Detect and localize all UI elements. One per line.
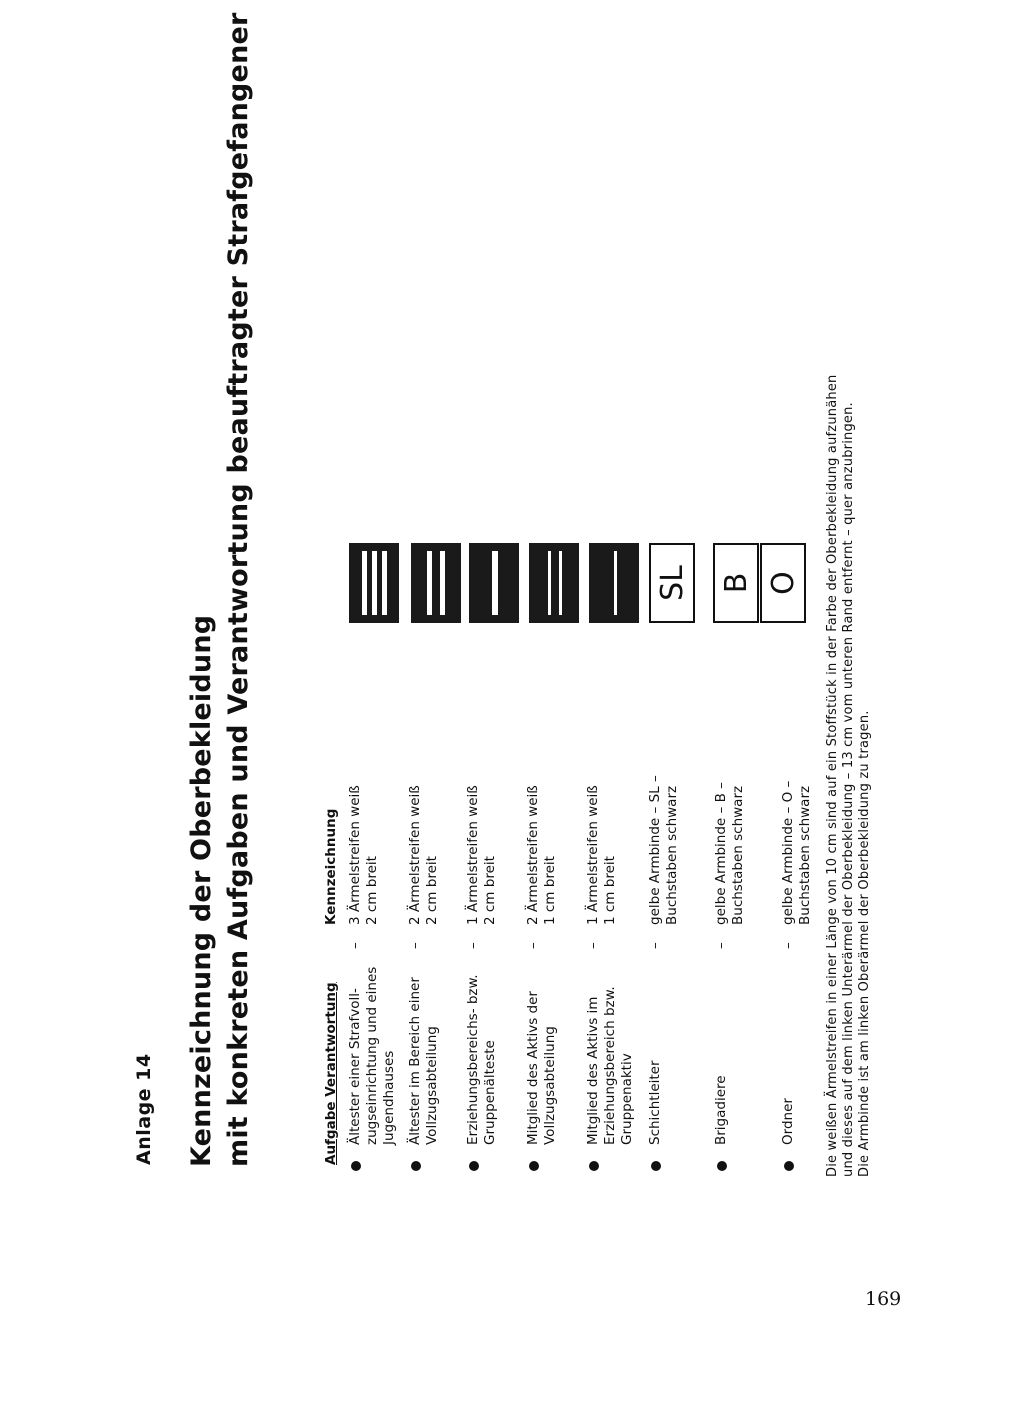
stripe [559, 551, 562, 615]
mark-text [407, 655, 441, 925]
mark-text [347, 655, 381, 925]
mark-text [585, 655, 619, 925]
bullet-icon [529, 1161, 539, 1171]
stripe [440, 551, 445, 615]
mark-line-1: gelbe Armbinde – B – [713, 782, 729, 925]
column-header-task: Aufgabe Verantwortung [323, 982, 339, 1165]
task-text: Erziehungsbereichs- bzw. Gruppenälteste [465, 974, 498, 1145]
armband-badge-o: O [760, 543, 806, 623]
page-title [183, 12, 257, 1167]
armband-badge-sl: SL [649, 543, 695, 623]
armband-code-text: O [780, 791, 796, 803]
dash: – [465, 942, 481, 949]
sleeve-stripe-badge-2-wide [411, 543, 461, 623]
title-line-1: Kennzeichnung der Oberbekleidung [186, 614, 217, 1167]
dash: – [780, 942, 796, 949]
mark-line-1-text: gelbe Armbinde [647, 817, 663, 925]
dash: – [647, 942, 663, 949]
mark-line-2: 1 cm breit [542, 856, 558, 925]
stripe [614, 551, 617, 615]
armband-code-text: SL [647, 786, 663, 803]
dash: – [585, 942, 601, 949]
mark-line-1: 3 Ärmelstreifen weiß [347, 785, 363, 925]
bullet-icon [717, 1161, 727, 1171]
task-text: Brigadiere [713, 1075, 729, 1145]
mark-text [465, 655, 499, 925]
footnote [825, 27, 873, 1177]
stripe [362, 551, 367, 615]
rotated-page-content [125, 0, 915, 1185]
mark-line-2: Buchstaben schwarz [664, 785, 680, 925]
dash: – [525, 942, 541, 949]
stripe [548, 551, 551, 615]
task-text: Mitglied des Aktivs der Vollzugsabteilung [525, 991, 558, 1145]
bullet-icon [351, 1161, 361, 1171]
bullet-icon [411, 1161, 421, 1171]
mark-line-2: 1 cm breit [602, 856, 618, 925]
mark-line-1: 1 Ärmelstreifen weiß [585, 785, 601, 925]
footnote-line-2: und dieses auf dem linken Unterärmel der Oberbekleidung – 13 cm vom unteren Rand entfernt – quer anzubringen. [841, 402, 856, 1177]
task-text: Mitglied des Aktivs im Erziehungsbereich bzw. Gruppenaktiv [585, 986, 635, 1145]
mark-line-2: Buchstaben schwarz [730, 785, 746, 925]
mark-text [780, 655, 814, 925]
bullet-icon [784, 1161, 794, 1171]
armband-code-text: B [713, 793, 729, 803]
armband-badge-b: B [713, 543, 759, 623]
task-text: Ältester im Bereich einer Vollzugsabteilung [407, 977, 440, 1145]
bullet-icon [469, 1161, 479, 1171]
task-text: Ältester einer Strafvoll-zugseinrichtung und eines Jugendhauses [347, 966, 397, 1145]
dash: – [713, 942, 729, 949]
stripe [372, 551, 377, 615]
title-line-2: mit konkreten Aufgaben und Verantwortung beauftragter Strafgefangener [223, 12, 254, 1167]
dash: – [347, 942, 363, 949]
column-header-mark: Kennzeichnung [323, 808, 339, 925]
mark-line-1-text: gelbe Armbinde [713, 817, 729, 925]
footnote-line-1: Die weißen Ärmelstreifen in einer Länge von 10 cm sind auf ein Stoffstück in der Farbe der Oberbekleidung aufzunähen [825, 374, 840, 1177]
sleeve-stripe-badge-2-narrow [529, 543, 579, 623]
mark-text [647, 655, 681, 925]
mark-line-1: 1 Ärmelstreifen weiß [465, 785, 481, 925]
task-text: Ordner [780, 1098, 796, 1145]
mark-line-2: 2 cm breit [482, 856, 498, 925]
sleeve-stripe-badge-1-narrow [589, 543, 639, 623]
mark-text [713, 655, 747, 925]
task-text: Schichtleiter [647, 1060, 663, 1145]
footnote-line-3: Die Armbinde ist am linken Oberärmel der Oberbekleidung zu tragen. [857, 710, 872, 1177]
appendix-label: Anlage 14 [133, 1053, 155, 1165]
page-number: 169 [865, 1288, 902, 1310]
mark-line-1: gelbe Armbinde – SL – [647, 775, 663, 925]
mark-line-1: 2 Ärmelstreifen weiß [407, 785, 423, 925]
sleeve-stripe-badge-1-wide [469, 543, 519, 623]
mark-line-1: 2 Ärmelstreifen weiß [525, 785, 541, 925]
mark-line-2: 2 cm breit [424, 856, 440, 925]
mark-line-2: 2 cm breit [364, 856, 380, 925]
mark-line-1: gelbe Armbinde – O – [780, 780, 796, 925]
stripe [382, 551, 387, 615]
mark-line-2: Buchstaben schwarz [797, 785, 813, 925]
stripe [427, 551, 432, 615]
bullet-icon [651, 1161, 661, 1171]
bullet-icon [589, 1161, 599, 1171]
stripe [492, 551, 498, 615]
mark-line-1-text: gelbe Armbinde [780, 817, 796, 925]
dash: – [407, 942, 423, 949]
sleeve-stripe-badge-3-wide [349, 543, 399, 623]
mark-text [525, 655, 559, 925]
